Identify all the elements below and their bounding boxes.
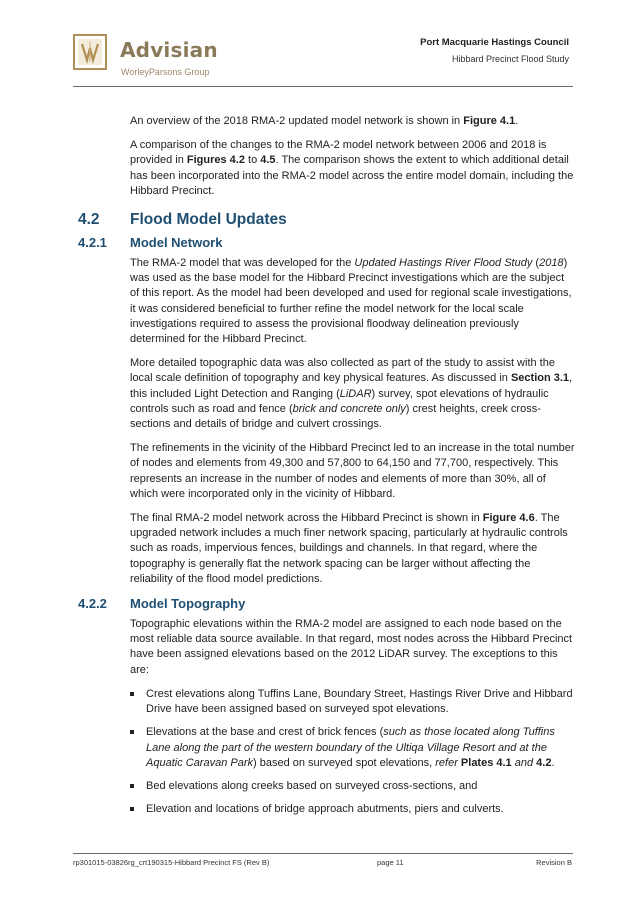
footer-revision: Revision B — [536, 858, 572, 867]
list-item: Elevations at the base and crest of brick fences (such as those located along Tuffins Lane along the part of the western boundary of the Ultiqa Village Resort and at the Aquatic Caravan Park) based on surveyed spot elevations, refer Plates 4.1 and 4.2. — [130, 725, 576, 771]
footer-page-number: page 11 — [377, 858, 404, 867]
figure-reference: Figures 4.2 — [186, 154, 245, 167]
subsection-heading-model-network: 4.2.1 Model Network — [78, 235, 223, 251]
bullet-icon — [130, 784, 134, 788]
page-header — [0, 0, 642, 90]
section-reference: Section 3.1 — [510, 372, 570, 385]
figure-reference: Figure 4.1 — [463, 115, 516, 127]
model-network-paragraph-3: The refinements in the vicinity of the Hibbard Precinct led to an increase in the total number of nodes and elements from 49,300 and 57,800 to 64,150 and 77,700, respectively. This represents an increase in the number of nodes and elements of more than 30%, all of which were incorporated only in the vicinity of Hibbard. — [130, 442, 575, 500]
plate-reference: Plates 4.1 — [460, 756, 512, 769]
logo-subtitle: WorleyParsons Group — [121, 67, 210, 77]
section-heading: 4.2 Flood Model Updates — [78, 211, 287, 229]
logo-name: Advisian — [120, 38, 218, 62]
bullet-icon — [130, 692, 134, 696]
model-topography-paragraph: Topographic elevations within the RMA-2 model are assigned to each node based on the most reliable data source available. In that regard, most nodes across the Hibbard Precinct have been assigned elevations based on the 2012 LiDAR survey. The exceptions to this are: — [130, 618, 573, 676]
page-body — [78, 114, 576, 825]
plate-reference: 4.2 — [536, 756, 552, 769]
list-item: Crest elevations along Tuffins Lane, Boundary Street, Hastings River Drive and Hibbard Drive have been assigned based on surveyed spot elevations. — [130, 687, 576, 717]
bullet-icon — [130, 807, 134, 811]
footer-divider — [73, 853, 573, 854]
intro-paragraph-2: A comparison of the changes to the RMA-2 model network between 2006 and 2018 is provided in Figures 4.2 to 4.5. The comparison shows the extent to which additional detail has been incorporated into the RMA-2 model across the entire model domain, including the Hibbard Precinct. — [130, 139, 574, 197]
list-item: Bed elevations along creeks based on surveyed cross-sections, and — [130, 779, 576, 794]
list-item: Elevation and locations of bridge approach abutments, piers and culverts. — [130, 802, 576, 817]
bullet-icon — [130, 730, 134, 734]
model-network-paragraph-1: The RMA-2 model that was developed for the Updated Hastings River Flood Study (2018) was used as the base model for the Hibbard Precinct investigations which are the subject of this report. As the model had been developed and used for regional scale investigations, it was considered beneficial to further refine the model network for the local scale investigations required to assess the provisional floodway delineation previously determined for the Hibbard Precinct. — [130, 257, 572, 346]
header-divider — [73, 86, 573, 87]
figure-reference: 4.5 — [260, 154, 276, 167]
intro-paragraph-1: An overview of the 2018 RMA-2 updated model network is shown in Figure 4.1. — [130, 115, 519, 127]
header-document-title: Hibbard Precinct Flood Study — [451, 54, 569, 64]
exceptions-list — [130, 687, 576, 817]
subsection-heading-model-topography: 4.2.2 Model Topography — [78, 596, 246, 612]
figure-reference: Figure 4.6 — [482, 512, 535, 525]
header-organisation: Port Macquarie Hastings Council — [420, 37, 569, 48]
model-network-paragraph-4: The final RMA-2 model network across the Hibbard Precinct is shown in Figure 4.6. The upgraded network includes a much finer network spacing, particularly at hydraulic controls such as roads, impervious fences, buildings and channels. In that regard, where the topography is generally flat the network spacing can be larger without affecting the reliability of the flood model predictions. — [130, 512, 568, 585]
advisian-logo-icon — [73, 34, 107, 70]
model-network-paragraph-2: More detailed topographic data was also collected as part of the study to assist with the local scale definition of topography and key physical features. As discussed in Section 3.1, this included Light Detection and Ranging (LiDAR) survey, spot elevations of hydraulic controls such as road and fence (brick and concrete only) crest heights, creek cross-sections and details of bridge and culvert crossings. — [130, 357, 573, 431]
footer-file-name: rp301015-03826rg_crt190315-Hibbard Precinct FS (Rev B) — [73, 858, 270, 867]
